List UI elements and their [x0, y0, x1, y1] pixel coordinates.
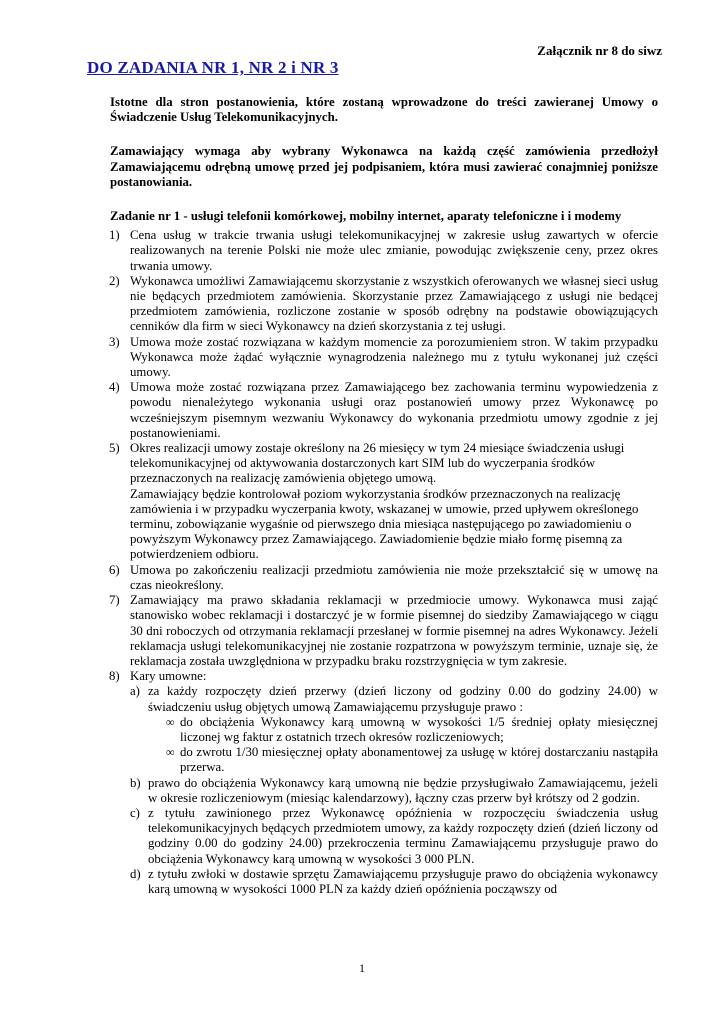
penalty-item-a [130, 684, 658, 775]
intro-paragraph-2: Zamawiający wymaga aby wybrany Wykonawca na każdą część zamówienia przedłożył Zamawiającemu odrębną umowę przed jej podpisaniem, która musi zawierać conajmniej poniższe postanowiania. [110, 144, 658, 189]
item-text: Kary umowne: [130, 669, 207, 684]
item-number: 5) [109, 441, 120, 456]
item-number: 1) [109, 228, 120, 243]
item-text: Cena usług w trakcie trwania usługi telekomunikacyjnej w zakresie usług zawartych w ofercie realizowanych na terenie Polski nie może ulec zmianie, powodując zwiększenie ceny, przez okres trwania umowy. [130, 228, 658, 273]
list-item [110, 563, 658, 593]
item-number: 3) [109, 334, 120, 349]
item-number: 4) [109, 380, 120, 395]
item-text: Umowa po zakończeniu realizacji przedmiotu zamówienia nie może przekształcić się w umowę na czas nieokreślony. [130, 562, 658, 592]
document-body [110, 95, 658, 897]
item-text: Okres realizacji umowy zostaje określony na 26 miesięcy w tym 24 miesiące świadczenia usługi telekomunikacyjnej od aktywowania dostarczonych kart SIM lub do wyczerpania środków przeznaczonych na realizację zamówienia objętego umową. [130, 441, 625, 486]
document-heading[interactable]: DO ZADANIA NR 1, NR 2 i NR 3 [87, 58, 339, 77]
page-number: 1 [359, 961, 365, 975]
penalties-list [130, 684, 658, 897]
list-item [110, 274, 658, 335]
item-number: 8) [109, 669, 120, 684]
item-text: Umowa może zostać rozwiązana przez Zamawiającego bez zachowania terminu wypowiedzenia z powodu nienależytego wykonania usługi oraz postanowień umowy przez Wykonawcę po wcześniejszym pisemnym wezwaniu Wykonawcy do wykonania przedmiotu umowy zgodnie z jej postanowieniami. [130, 380, 658, 440]
bullet-item [148, 715, 658, 745]
penalty-text: z tytułu zawinionego przez Wykonawcę opóźnienia w rozpoczęciu świadczenia usług telekomunikacyjnych będących przedmiotem umowy, za każdy rozpoczęty dzień (dzień liczony od godziny 0.00 do godziny 24.00) przekroczenia terminu Zamawiającemu przysługuje prawo do obciążenia Wykonawcy karą umowną w wysokości 3 000 PLN. [148, 805, 658, 866]
item-number: 6) [109, 562, 120, 577]
letter-label: a) [130, 684, 140, 699]
letter-label: c) [130, 805, 140, 820]
list-item [110, 228, 658, 274]
list-item [110, 669, 658, 897]
provisions-list [110, 228, 658, 897]
item-text: Zamawiający ma prawo składania reklamacji w przedmiocie umowy. Wykonawca musi zająć stanowisko wobec reklamacji i dostarczyć je w formie pisemnej do siedziby Zamawiającego w ciągu 30 dni roboczych od otrzymania reklamacji przesłanej w formie pisemnej na adres Wykonawcy. Jeżeli reklamacja usługi telekomunikacyjnej nie zostanie rozpatrzona w powyższym terminie, uznaje się, że reklamacja została uwzględniona w przypadku braku rozstrzygnięcia w tym zakresie. [130, 593, 658, 668]
list-item [110, 335, 658, 381]
penalty-text: z tytułu zwłoki w dostawie sprzętu Zamawiającemu przysługuje prawo do obciążenia wykonawcy karą umowną w wysokości 1000 PLN za każdy dzień opóźnienia począwszy od [148, 866, 658, 896]
intro-paragraph-1: Istotne dla stron postanowienia, które zostaną wprowadzone do treści zawieranej Umowy o Świadczenie Usług Telekomunikacyjnych. [110, 95, 658, 125]
list-item [110, 380, 658, 441]
list-item [110, 593, 658, 669]
penalty-item-c [130, 806, 658, 867]
item-text-continued: Zamawiający będzie kontrolował poziom wykorzystania środków przeznaczonych na realizację zamówienia i w przypadku wyczerpania kwoty, wskazanej w umowie, przed upływem określonego terminu, zobowiązanie wygaśnie od pierwszego dnia miesiąca następującego po zawiadomieniu o powyższym Wykonawcy przez Zamawiającego. Zawiadomienie będzie miało formę pisemną za potwierdzeniem odbioru. [130, 486, 639, 562]
item-text: Umowa może zostać rozwiązana w każdym momencie za porozumieniem stron. W takim przypadku Wykonawca może żądać wyłącznie wynagrodzenia należnego mu z tytułu wykonanej już części umowy. [130, 334, 658, 380]
letter-label: b) [130, 775, 141, 790]
list-item [110, 441, 658, 563]
letter-label: d) [130, 866, 141, 881]
penalty-item-d [130, 867, 658, 897]
penalty-item-b [130, 776, 658, 806]
bullet-item [148, 745, 658, 775]
infinity-bullet-icon: ∞ [166, 745, 175, 760]
penalty-text: za każdy rozpoczęty dzień przerwy (dzień liczony od godziny 0.00 do godziny 24.00) w świadczeniu usług objętych umową Zamawiającemu przysługuje prawo : [148, 684, 658, 714]
attachment-label: Załącznik nr 8 do siwz [537, 43, 662, 58]
infinity-bullet-icon: ∞ [166, 714, 175, 729]
item-text: Wykonawca umożliwi Zamawiającemu skorzystanie z wszystkich oferowanych we własnej sieci usług nie będących przedmiotem zamówienia. Skorzystanie przez Zamawiającego z usługi nie bedącej przedmiotem zamówienia, rozliczone zostanie w sposób odrębny na podstawie obowiązujących cenników dla firm w sieci Wykonawcy na dzień skorzystania z tej usługi. [130, 273, 658, 334]
bullet-text: do obciążenia Wykonawcy karą umowną w wysokości 1/5 średniej opłaty miesięcznej liczonej wg faktur z ostatnich trzech okresów rozliczeniowych; [180, 714, 658, 744]
bullet-text: do zwrotu 1/30 miesięcznej opłaty abonamentowej za usługę w której dostarczaniu nastąpiła przerwa. [180, 745, 658, 775]
item-number: 2) [109, 273, 120, 288]
item-number: 7) [109, 593, 120, 608]
section-title: Zadanie nr 1 - usługi telefonii komórkowej, mobilny internet, aparaty telefoniczne i i modemy [110, 209, 622, 224]
penalty-a-bullets [148, 715, 658, 776]
penalty-text: prawo do obciążenia Wykonawcy karą umowną nie będzie przysługiwało Zamawiającemu, jeżeli w okresie rozliczeniowym (miesiąc kalendarzowy), łączny czas przerw był krótszy od 2 godzin. [148, 775, 658, 805]
